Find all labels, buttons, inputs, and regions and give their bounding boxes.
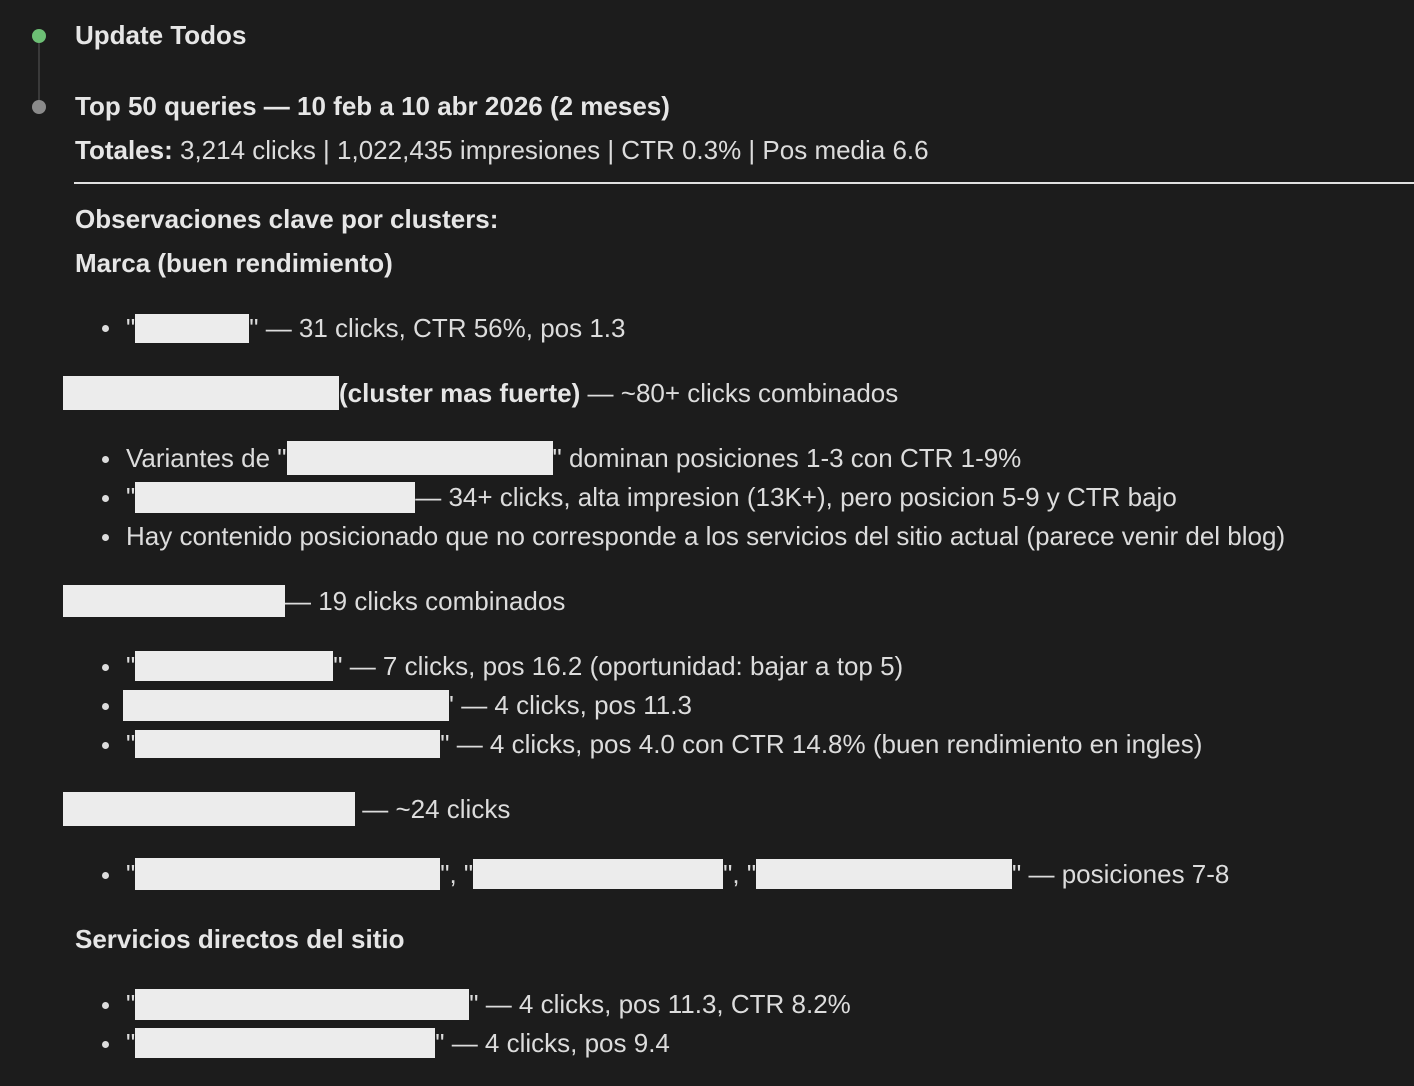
list-item: " ", " ", " " — posiciones 7-8 <box>126 859 1230 889</box>
redacted-text <box>63 376 339 410</box>
totals-label: Totales: <box>75 135 173 165</box>
list-item: " — 34+ clicks, alta impresion (13K+), pero posicion 5-9 y CTR bajo <box>126 482 1177 512</box>
list-item: ' — 4 clicks, pos 11.3 <box>123 689 692 721</box>
list-bullet <box>102 742 109 749</box>
list-item: " " — 4 clicks, pos 4.0 con CTR 14.8% (buen rendimiento en ingles) <box>126 729 1203 759</box>
list-bullet <box>102 534 109 541</box>
list-bullet <box>102 1002 109 1009</box>
list-item: Variantes de " " dominan posiciones 1-3 con CTR 1-9% <box>126 442 1021 475</box>
observations-heading: Observaciones clave por clusters: <box>75 204 499 234</box>
redacted-text <box>756 859 1012 889</box>
redacted-text <box>135 1028 435 1058</box>
redacted-text <box>287 441 553 475</box>
redacted-text <box>135 651 333 681</box>
list-item: " " — 4 clicks, pos 9.4 <box>126 1028 670 1058</box>
list-item: " " — 31 clicks, CTR 56%, pos 1.3 <box>126 313 626 343</box>
redacted-text <box>473 859 723 889</box>
redacted-text <box>135 989 469 1020</box>
cluster-heading-servicios: Servicios directos del sitio <box>75 924 405 954</box>
report-status-dot <box>32 100 46 114</box>
totals-line <box>75 134 929 166</box>
redacted-text <box>63 792 355 826</box>
list-item: " " — 4 clicks, pos 11.3, CTR 8.2% <box>126 989 851 1019</box>
totals-value: 3,214 clicks | 1,022,435 impresiones | CTR 0.3% | Pos media 6.6 <box>172 135 929 165</box>
list-item: Hay contenido posicionado que no corresponde a los servicios del sitio actual (parece venir del blog) <box>126 521 1286 551</box>
redacted-text <box>135 858 440 890</box>
redacted-text <box>135 730 440 758</box>
list-bullet <box>102 325 109 332</box>
redacted-text <box>123 690 449 721</box>
list-bullet <box>102 664 109 671</box>
redacted-text <box>135 314 249 343</box>
divider <box>74 182 1414 184</box>
list-bullet <box>102 703 109 710</box>
list-bullet <box>102 495 109 502</box>
redacted-text <box>135 482 415 513</box>
list-bullet <box>102 872 109 879</box>
todo-status-dot <box>32 29 46 43</box>
cluster-heading-4: — ~24 clicks <box>63 793 510 826</box>
list-bullet <box>102 456 109 463</box>
cluster-heading-marca: Marca (buen rendimiento) <box>75 248 393 278</box>
todo-title[interactable]: Update Todos <box>75 20 247 50</box>
redacted-text <box>63 585 285 617</box>
list-bullet <box>102 1041 109 1048</box>
list-item: " " — 7 clicks, pos 16.2 (oportunidad: bajar a top 5) <box>126 651 904 681</box>
cluster-heading-2: (cluster mas fuerte) — ~80+ clicks combinados <box>63 377 898 410</box>
timeline-connector <box>38 40 40 106</box>
cluster-heading-3: — 19 clicks combinados <box>63 585 565 617</box>
report-title: Top 50 queries — 10 feb a 10 abr 2026 (2 meses) <box>75 91 670 121</box>
